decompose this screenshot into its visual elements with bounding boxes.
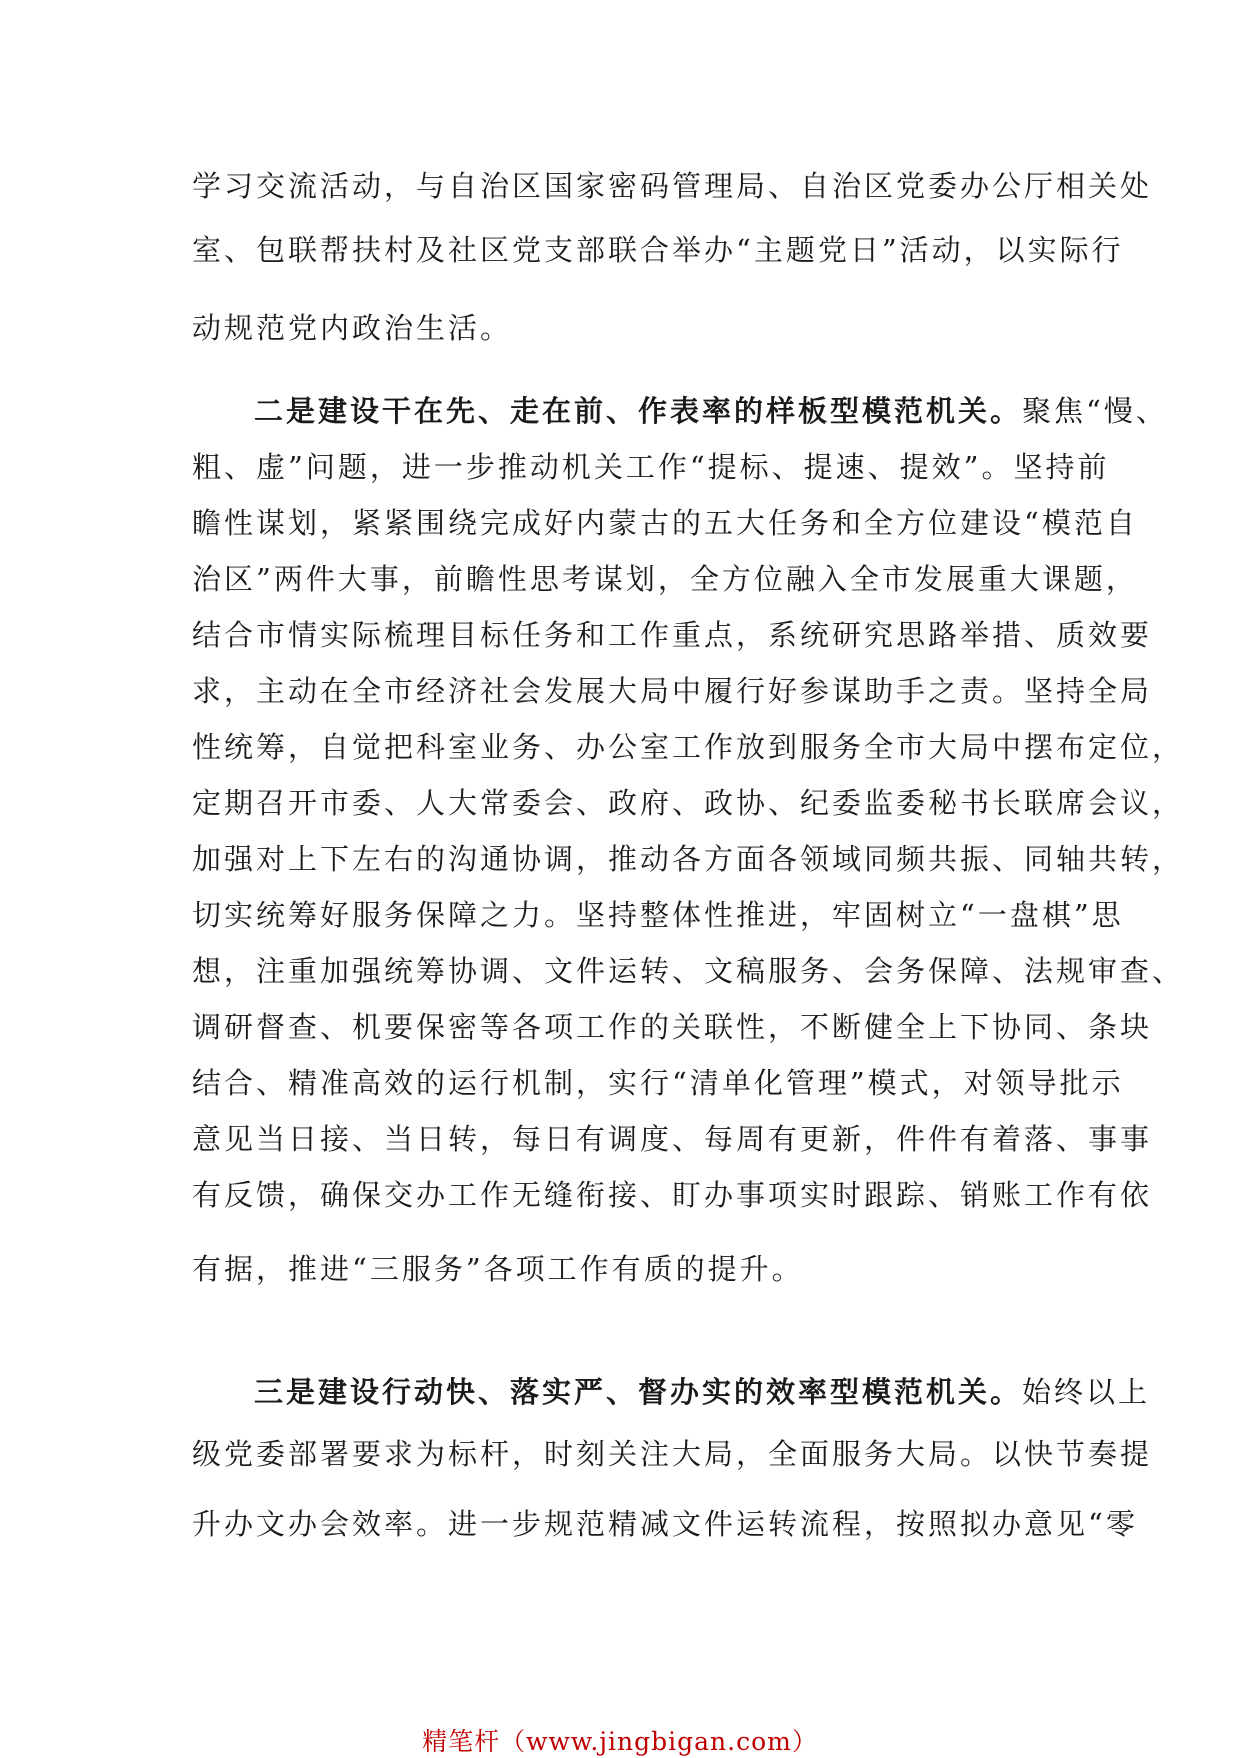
text-line: 结合市情实际梳理目标任务和工作重点，系统研究思路举措、质效要 <box>192 618 1153 652</box>
paragraph-first-line <box>192 383 1168 439</box>
paragraph-3 <box>192 1364 1153 1552</box>
text-line: 加强对上下左右的沟通协调，推动各方面各领域同频共振、同轴共转， <box>192 842 1185 876</box>
paragraph-1 <box>192 158 1153 356</box>
paragraph-first-line <box>192 1364 1151 1420</box>
footer-watermark: 精笔杆（www.jingbigan.com） <box>422 1727 818 1756</box>
text-line: 治区”两件大事，前瞻性思考谋划，全方位融入全市发展重大课题， <box>192 562 1138 596</box>
text-line: 有据，推进“三服务”各项工作有质的提升。 <box>192 1252 804 1286</box>
text-line: 升办文办会效率。进一步规范精减文件运转流程，按照拟办意见“零 <box>192 1507 1138 1541</box>
paragraph-lead-text: 聚焦“慢、 <box>1022 394 1168 428</box>
text-line: 学习交流活动，与自治区国家密码管理局、自治区党委办公厅相关处 <box>192 169 1153 203</box>
text-line: 结合、精准高效的运行机制，实行“清单化管理”模式，对领导批示 <box>192 1066 1124 1100</box>
text-line: 定期召开市委、人大常委会、政府、政协、纪委监委秘书长联席会议， <box>192 786 1185 820</box>
text-line: 动规范党内政治生活。 <box>192 311 513 345</box>
text-line: 调研督查、机要保密等各项工作的关联性，不断健全上下协同、条块 <box>192 1010 1153 1044</box>
paragraph-heading: 二是建设干在先、走在前、作表率的样板型模范机关。 <box>254 394 1023 428</box>
text-line: 有反馈，确保交办工作无缝衔接、盯办事项实时跟踪、销账工作有依 <box>192 1178 1153 1212</box>
text-line: 瞻性谋划，紧紧围绕完成好内蒙古的五大任务和全方位建设“模范自 <box>192 506 1138 540</box>
text-line: 级党委部署要求为标杆，时刻关注大局，全面服务大局。以快节奏提 <box>192 1437 1153 1471</box>
text-line: 求，主动在全市经济社会发展大局中履行好参谋助手之责。坚持全局 <box>192 674 1153 708</box>
text-line: 切实统筹好服务保障之力。坚持整体性推进，牢固树立“一盘棋”思 <box>192 898 1124 932</box>
text-line: 想，注重加强统筹协调、文件运转、文稿服务、会务保障、法规审查、 <box>192 954 1185 988</box>
text-line: 性统筹，自觉把科室业务、办公室工作放到服务全市大局中摆布定位， <box>192 730 1185 764</box>
paragraph-2 <box>192 383 1185 1297</box>
paragraph-heading: 三是建设行动快、落实严、督办实的效率型模范机关。 <box>254 1375 1023 1409</box>
paragraph-lead-text: 始终以上 <box>1022 1375 1151 1409</box>
text-line: 意见当日接、当日转，每日有调度、每周有更新，件件有着落、事事 <box>192 1122 1153 1156</box>
text-line: 粗、虚”问题，进一步推动机关工作“提标、提速、提效”。坚持前 <box>192 450 1110 484</box>
text-line: 室、包联帮扶村及社区党支部联合举办“主题党日”活动，以实际行 <box>192 233 1124 267</box>
